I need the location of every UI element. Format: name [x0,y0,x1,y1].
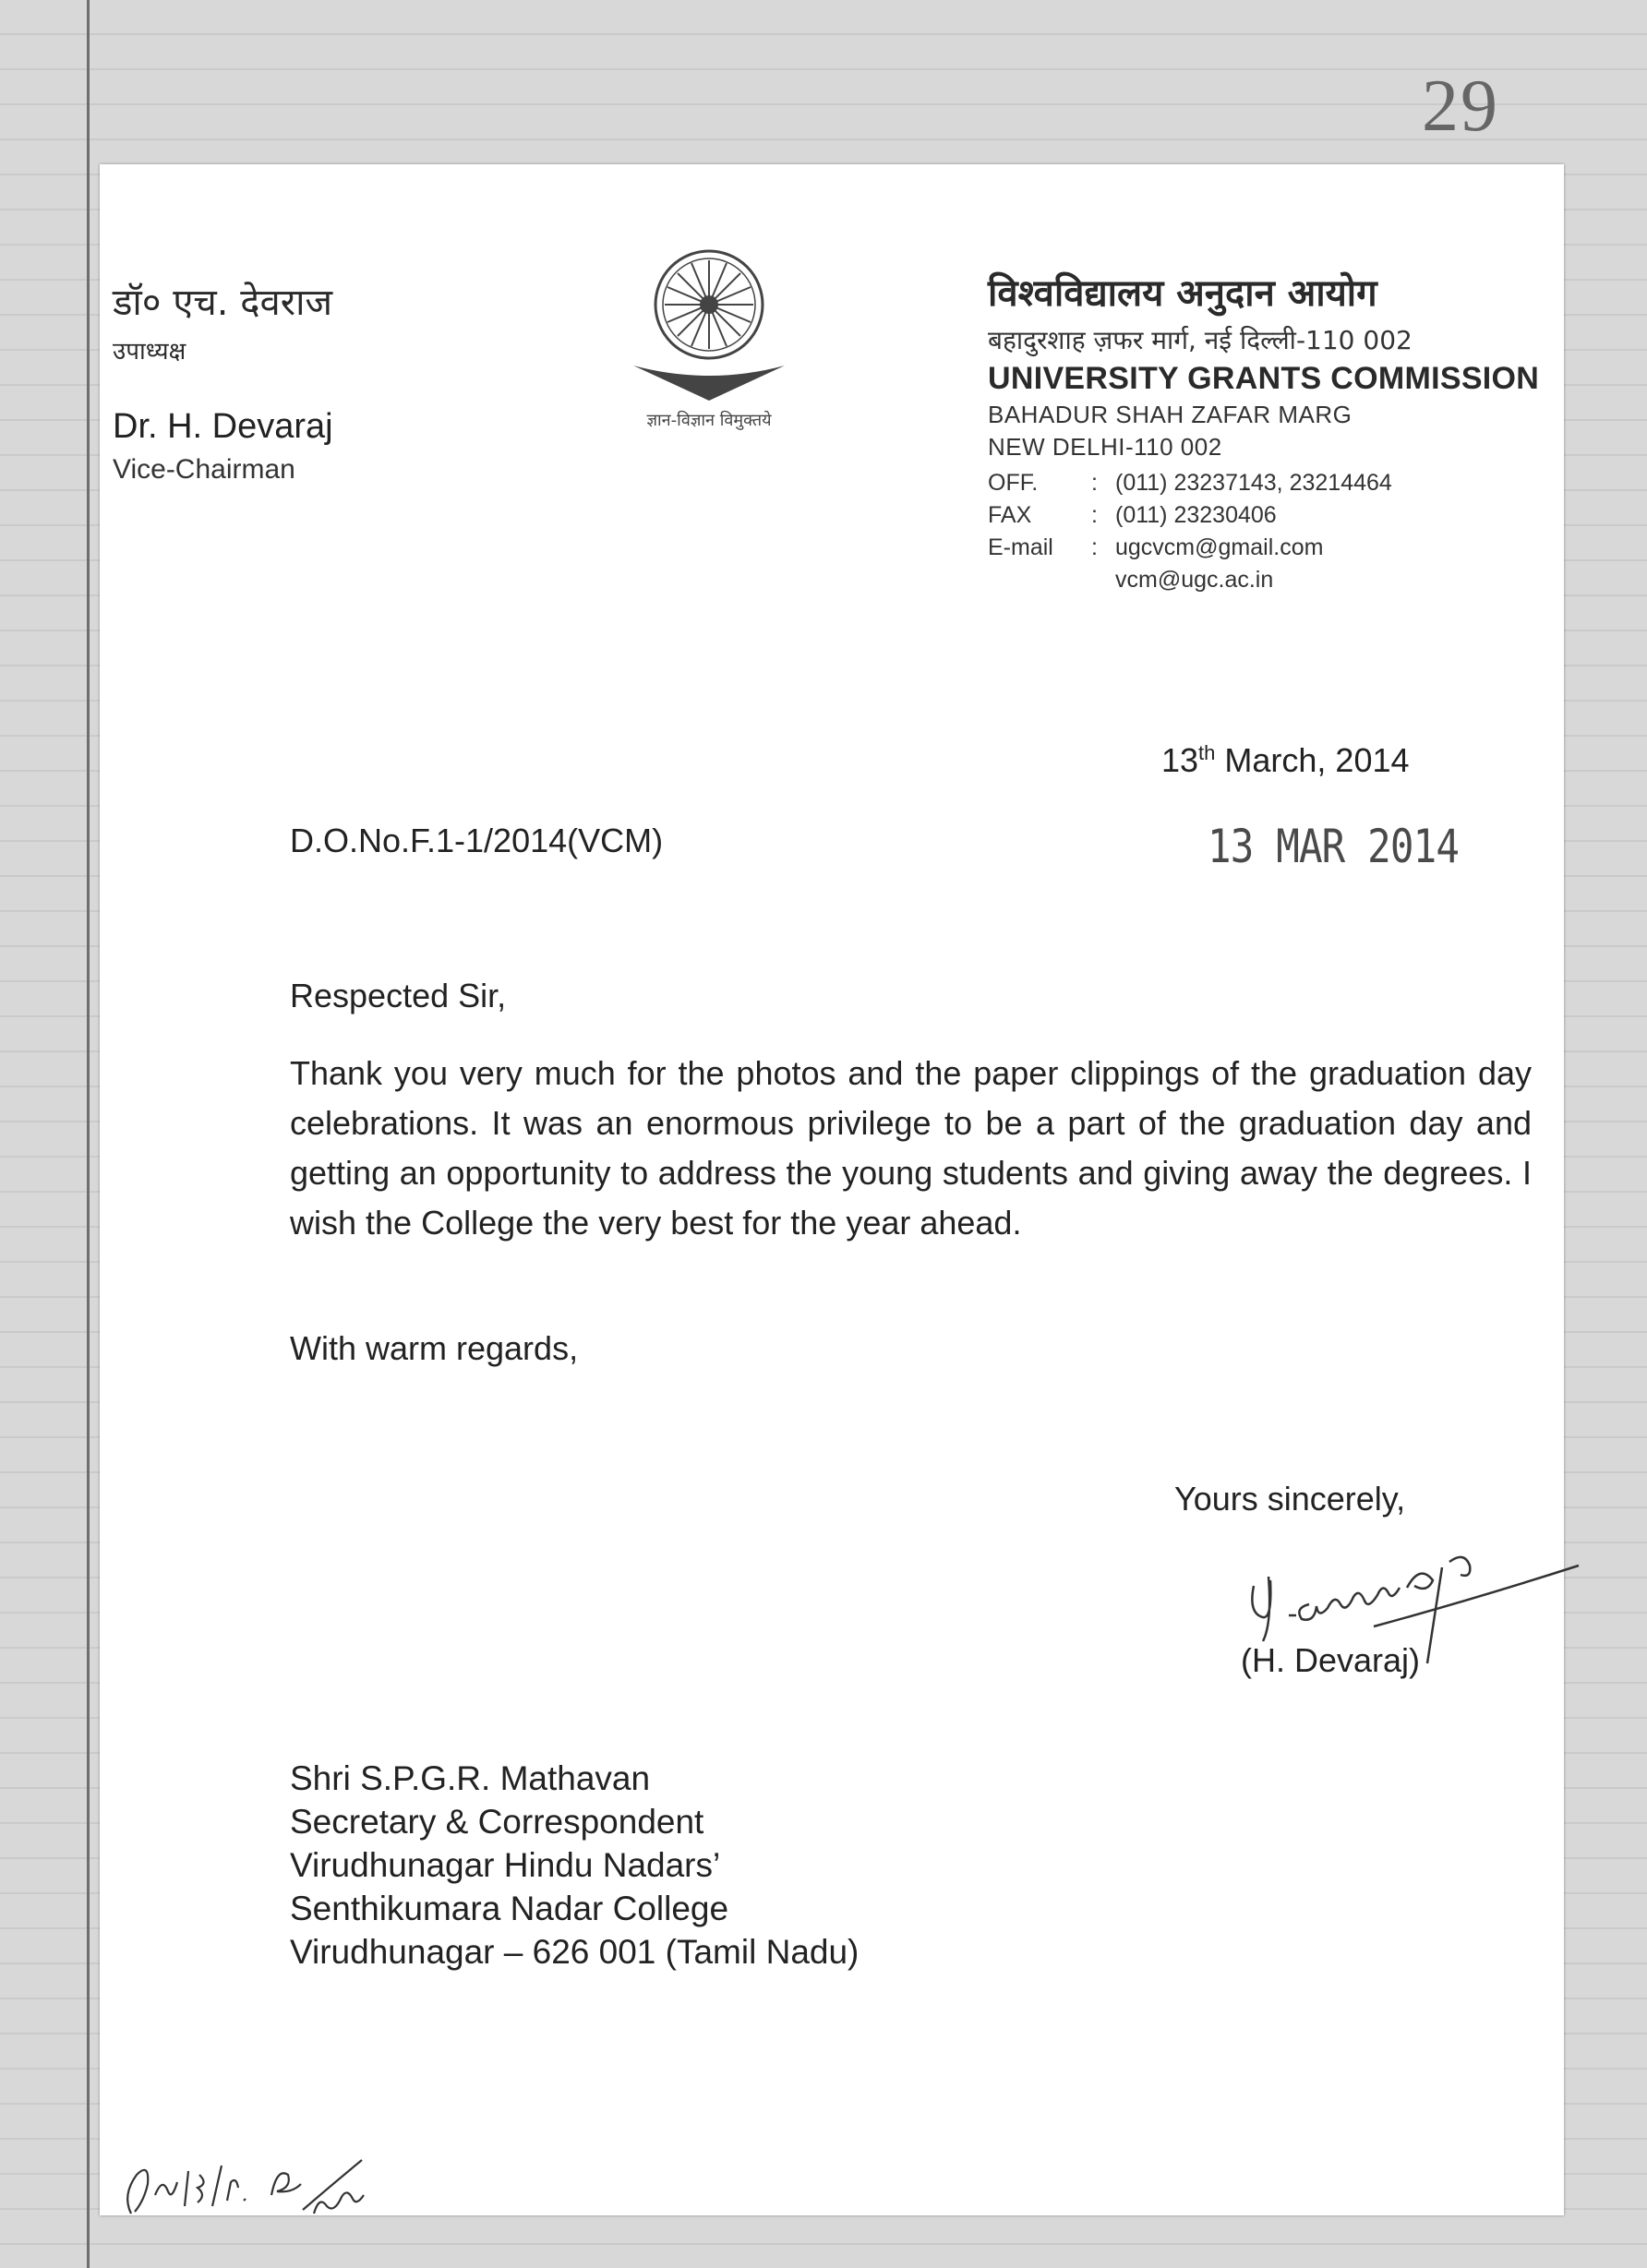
contact-value: ugcvcm@gmail.com [1115,534,1324,560]
file-binding-line [87,0,90,2268]
sender-block [113,275,333,486]
contact-colon: : [1091,470,1098,496]
contact-label: FAX [988,502,1032,528]
contact-row [988,499,1539,532]
recipient-address [290,1757,859,1974]
contact-colon: : [1091,534,1098,560]
date-month-year: March, 2014 [1215,741,1410,779]
contact-value: vcm@ugc.ac.in [1115,567,1274,593]
sign-off: Yours sincerely, [1174,1480,1406,1518]
sender-title-hindi: उपाध्यक्ष [113,338,186,366]
contact-details [988,467,1539,596]
org-address-line-1: BAHADUR SHAH ZAFAR MARG [988,401,1352,428]
contact-colon: : [1091,502,1098,528]
reference-number: D.O.No.F.1-1/2014(VCM) [290,822,664,859]
sender-name-hindi: डॉ० एच. देवराज [113,282,333,324]
sender-name: Dr. H. Devaraj [113,407,333,446]
contact-row [988,467,1539,499]
recipient-line: Shri S.P.G.R. Mathavan [290,1759,651,1797]
letter-body: Thank you very much for the photos and the paper clippings of the graduation day celebrations. It was an enormous privilege to be a part of the graduation day and getting an opportunity to address the young students and giving away the degrees. I wish the College the very best for the year ahead. [290,1054,1532,1242]
recipient-line: Secretary & Correspondent [290,1803,704,1841]
closing-line: With warm regards, [290,1329,579,1367]
letter-date [1161,741,1410,780]
org-address-line-2: NEW DELHI-110 002 [988,433,1222,461]
contact-value: (011) 23237143, 23214464 [1115,470,1392,496]
contact-colon [1091,564,1115,596]
organization-block [988,266,1539,596]
recipient-line: Virudhunagar Hindu Nadars’ [290,1846,721,1884]
contact-row [988,564,1539,596]
handwritten-initials [118,2130,414,2223]
ugc-emblem-icon [626,247,792,404]
received-date-stamp: 13 MAR 2014 [1208,820,1460,873]
salutation: Respected Sir, [290,977,507,1014]
org-name-hindi: विश्वविद्यालय अनुदान आयोग [988,272,1377,315]
signer-name: (H. Devaraj) [1241,1641,1421,1679]
contact-label: OFF. [988,470,1039,496]
letter-sheet [100,164,1564,2215]
org-address-hindi: बहादुरशाह ज़फर मार्ग, नई दिल्ली-110 002 [988,325,1413,355]
contact-label [988,564,1091,596]
recipient-line: Virudhunagar – 626 001 (Tamil Nadu) [290,1933,860,1971]
org-name: UNIVERSITY GRANTS COMMISSION [988,361,1540,396]
page-number: 29 [1422,66,1499,147]
date-day: 13 [1161,741,1199,779]
sender-title: Vice-Chairman [113,454,295,485]
recipient-line: Senthikumara Nadar College [290,1890,729,1927]
contact-row [988,532,1539,564]
contact-label: E-mail [988,534,1053,560]
date-suffix: th [1198,741,1216,764]
contact-value: (011) 23230406 [1115,502,1277,528]
emblem-motto: ज्ञान-विज्ञान विमुक्तये [646,411,772,430]
